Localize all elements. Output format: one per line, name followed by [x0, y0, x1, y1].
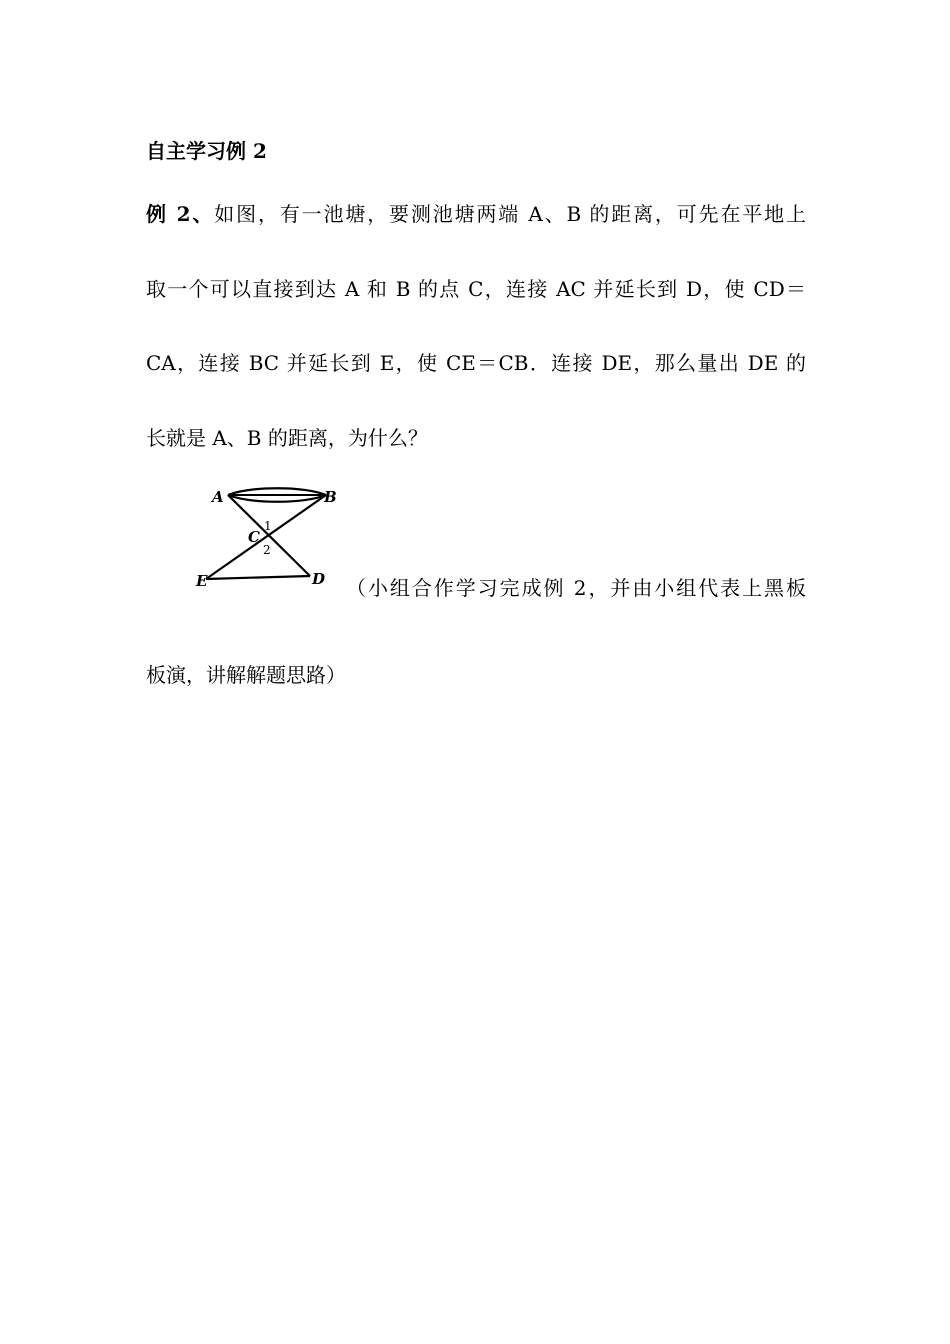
label-d: D	[312, 570, 326, 588]
problem-line-3: CA，连接 BC 并延长到 E，使 CE＝CB．连接 DE，那么量出 DE 的	[146, 351, 806, 375]
group-note-line-1: （小组合作学习完成例 2，并由小组代表上黑板	[346, 576, 806, 600]
angle-2-label: 2	[263, 543, 271, 557]
pond-diagram	[192, 480, 342, 592]
segment-ed	[206, 576, 310, 579]
angle-1-label: 1	[264, 519, 272, 533]
problem-line-1	[146, 201, 806, 227]
pond-diagram-svg	[192, 480, 342, 592]
pond-outline	[228, 488, 326, 495]
problem-line-2: 取一个可以直接到达 A 和 B 的点 C，连接 AC 并延长到 D，使 CD＝	[146, 277, 806, 301]
group-note-line-2: 板演，讲解解题思路）	[146, 663, 346, 687]
problem-text-1: 如图，有一池塘，要测池塘两端 A、B 的距离，可先在平地上	[214, 202, 806, 226]
segment-be	[206, 495, 326, 579]
label-e: E	[196, 572, 208, 590]
problem-label: 例 2	[146, 202, 191, 226]
label-b: B	[324, 488, 337, 506]
section-heading: 自主学习例 2	[146, 139, 267, 163]
label-a: A	[212, 488, 224, 506]
label-c: C	[248, 528, 260, 546]
pond-outline-lower	[228, 495, 326, 502]
problem-label-suffix: 、	[190, 202, 215, 226]
problem-line-4: 长就是 A、B 的距离，为什么？	[146, 426, 428, 450]
